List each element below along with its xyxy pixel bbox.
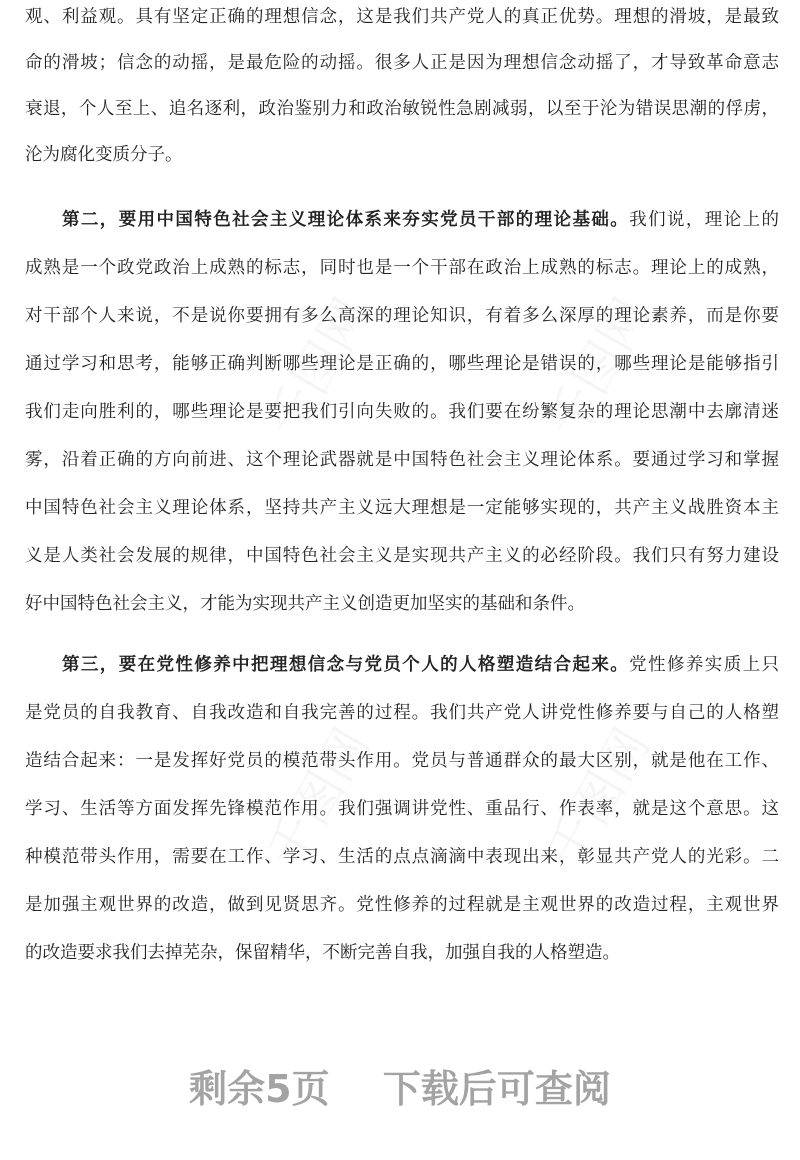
download-to-view-label[interactable]: 下载后可查阅 — [382, 1067, 611, 1111]
line-text: 衰退，个人至上、追名逐利，政治鉴别力和政治敏锐性急剧减弱，以至于沦为错误思潮的俘虏， — [25, 99, 779, 119]
line-text: 命的滑坡；信念的动摇，是最危险的动摇。很多人正是因为理想信念动摇了，才导致革命意志 — [25, 53, 779, 73]
text-line — [25, 40, 779, 86]
line-text: 对干部个人来说，不是说你要拥有多么高深的理论知识，有着多么深厚的理论素养，而是你要 — [25, 306, 779, 326]
text-line — [25, 881, 779, 929]
text-line — [25, 292, 779, 340]
line-text: 我们说，理论上的 — [629, 210, 780, 230]
line-text: 种模范带头作用，需要在工作、学习、生活的点点滴滴中表现出来，彰显共产党人的光彩。二 — [25, 847, 779, 867]
text-line — [25, 532, 779, 580]
text-line — [25, 388, 779, 436]
line-text: 义是人类社会发展的规律，中国特色社会主义是实现共产主义的必经阶段。我们只有努力建设 — [25, 546, 779, 566]
line-text: 观、利益观。具有坚定正确的理想信念，这是我们共产党人的真正优势。理想的滑坡，是最致 — [25, 7, 779, 27]
text-line — [25, 436, 779, 484]
line-text: 成熟是一个政党政治上成熟的标志，同时也是一个干部在政治上成熟的标志。理论上的成熟， — [25, 258, 779, 278]
line-text: 中国特色社会主义理论体系，坚持共产主义远大理想是一定能够实现的，共产主义战胜资本主 — [25, 498, 779, 518]
line-text: 雾，沿着正确的方向前进、这个理论武器就是中国特色社会主义理论体系。要通过学习和掌握 — [25, 450, 779, 470]
line-text: 好中国特色社会主义，才能为实现共产主义创造更加坚实的基础和条件。 — [25, 594, 585, 614]
text-line — [25, 484, 779, 532]
text-line — [25, 86, 779, 132]
text-line — [25, 833, 779, 881]
line-text: 党性修养实质上只 — [629, 655, 780, 675]
text-line — [25, 580, 779, 628]
download-prompt[interactable] — [0, 1058, 800, 1113]
text-line — [25, 244, 779, 292]
line-text: 的改造要求我们去掉芜杂，保留精华，不断完善自我，加强自我的人格塑造。 — [25, 943, 620, 963]
line-text: 造结合起来：一是发挥好党员的模范带头作用。党员与普通群众的最大区别，就是他在工作、 — [25, 751, 779, 771]
text-line — [25, 132, 779, 178]
paragraph-3 — [25, 641, 779, 977]
text-line — [25, 641, 779, 689]
section-heading: 第三，要在党性修养中把理想信念与党员个人的人格塑造结合起来。 — [62, 655, 630, 675]
line-text: 通过学习和思考，能够正确判断哪些理论是正确的，哪些理论是错误的，哪些理论是能够指引 — [25, 354, 779, 374]
text-line — [25, 689, 779, 737]
paragraph-1 — [25, 0, 779, 178]
line-text: 沦为腐化变质分子。 — [25, 145, 183, 165]
paragraph-2 — [25, 196, 779, 628]
line-text: 我们走向胜利的，哪些理论是要把我们引向失败的。我们要在纷繁复杂的理论思潮中去廓清迷 — [25, 402, 779, 422]
line-text: 是加强主观世界的改造，做到见贤思齐。党性修养的过程就是主观世界的改造过程，主观世界 — [25, 895, 779, 915]
text-line — [25, 196, 779, 244]
text-line — [25, 737, 779, 785]
text-line — [25, 0, 779, 40]
text-line — [25, 340, 779, 388]
section-heading: 第二，要用中国特色社会主义理论体系来夯实党员干部的理论基础。 — [62, 210, 630, 230]
line-text: 是党员的自我教育、自我改造和自我完善的过程。我们共产党人讲党性修养要与自己的人格塑 — [25, 703, 779, 723]
line-text: 学习、生活等方面发挥先锋模范作用。我们强调讲党性、重品行、作表率，就是这个意思。这 — [25, 799, 779, 819]
remaining-pages-label: 剩余5页 — [189, 1067, 330, 1111]
text-line — [25, 929, 779, 977]
text-line — [25, 785, 779, 833]
